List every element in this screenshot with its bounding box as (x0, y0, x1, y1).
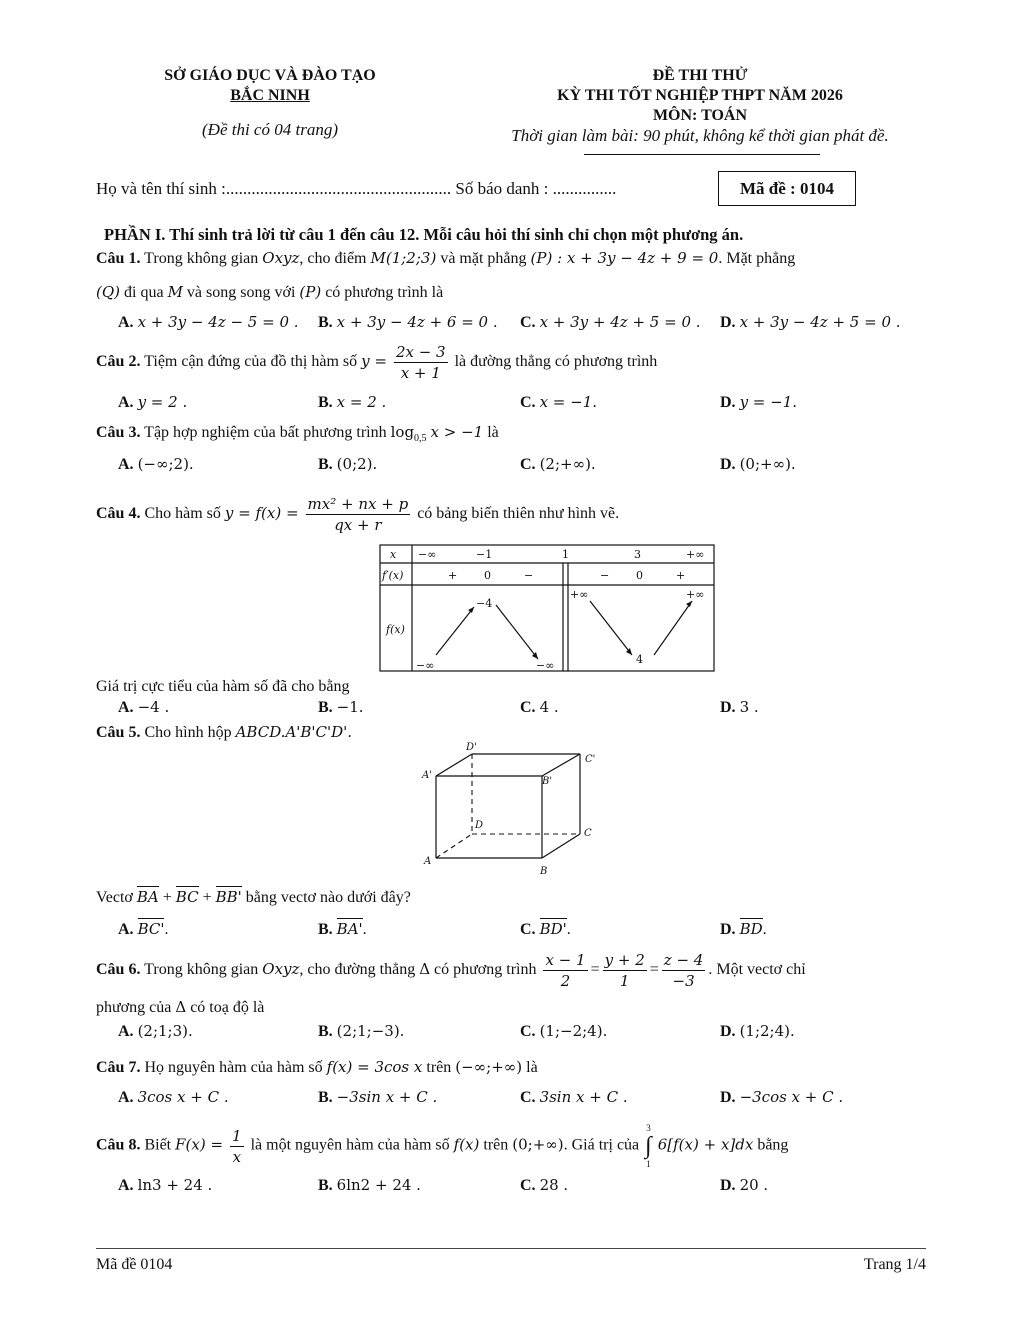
footer-divider (96, 1248, 926, 1249)
question-3 (96, 423, 499, 444)
vt-fp-label: f′(x) (382, 569, 404, 582)
q3-inequality: x > −1 (430, 423, 484, 441)
vt-x-3: 3 (634, 548, 641, 561)
q1-options (0, 313, 1020, 335)
q7-option-d[interactable]: D. −3cos x + C . (720, 1088, 844, 1106)
student-info-line (96, 179, 616, 199)
q1-text-d: . Mặt phẳng (718, 250, 796, 267)
q3-log: log (390, 423, 415, 441)
q5-option-b[interactable]: B. BA'. (318, 920, 367, 938)
question-2 (96, 342, 657, 383)
q1-l2e: (P) (299, 283, 322, 301)
q1-l2b: đi qua (124, 284, 164, 301)
q6-text: Trong không gian (144, 961, 259, 979)
vt-f-0: −∞ (416, 659, 435, 672)
q7-option-c[interactable]: C. 3sin x + C . (520, 1088, 628, 1106)
vertex-c-prime: C' (585, 754, 596, 765)
q5-box: ABCD.A'B'C'D'. (235, 723, 353, 741)
q7-interval: (−∞;+∞) (455, 1058, 523, 1076)
q1-plane-q: (Q) (96, 283, 121, 301)
question-4 (96, 494, 619, 535)
q2-text: Tiệm cận đứng của đồ thị hàm số (144, 353, 358, 371)
department-line2: BẮC NINH (230, 87, 310, 104)
integral-sign: 3 ∫ 1 (645, 1123, 652, 1169)
vt-x-0: −∞ (418, 548, 437, 561)
vt-f-label: f(x) (386, 623, 405, 636)
q8-text-c: trên (483, 1136, 509, 1154)
q1-text-b: , cho điểm (299, 250, 367, 267)
q1-l2d: và song song với (186, 284, 296, 301)
q8-option-a[interactable]: A. ln3 + 24 . (118, 1176, 213, 1194)
q1-label: Câu 1. (96, 250, 141, 267)
q8-integrand: 6[f(x) + x]dx (657, 1135, 754, 1154)
q4-text: Cho hàm số (144, 505, 221, 523)
q6-l2a: phương của (96, 999, 172, 1016)
q2-option-d[interactable]: D. y = −1. (720, 393, 798, 411)
q3-text: Tập hợp nghiệm của bất phương trình (144, 424, 387, 441)
q1-option-c[interactable]: C. x + 3y + 4z + 5 = 0 . (520, 313, 701, 331)
q3-label: Câu 3. (96, 424, 141, 441)
q1-plane: (P) : x + 3y − 4z + 9 = 0 (530, 249, 719, 267)
subject: MÔN: TOÁN (652, 107, 748, 124)
q6-text-d: . Một vectơ chỉ (708, 961, 806, 979)
q6-frac-3: $\frac{z - 4}{-3}$ (663, 951, 704, 990)
question-5 (96, 723, 352, 742)
q5-option-c[interactable]: C. BD'. (520, 920, 571, 938)
question-6: Câu 6. Trong không gian Oxyz, cho đường thẳng Δ có phương trình $\frac{x - 1}{2}$ = $\frac{y + 2}{1}$ = $\frac{z - 4}{-3}$ . Một vectơ chỉ (96, 951, 806, 990)
name-field[interactable]: ..................................................... (225, 179, 452, 198)
q6-option-c[interactable]: C. (1;−2;4). (520, 1022, 608, 1040)
q3-option-d[interactable]: D. (0;+∞). (720, 455, 796, 473)
q5-option-d[interactable]: D. BD. (720, 920, 767, 938)
q8-option-d[interactable]: D. 20 . (720, 1176, 769, 1194)
q6-frac-1: $\frac{x - 1}{2}$ (545, 951, 586, 990)
candidate-id-label: Số báo danh : (455, 179, 549, 198)
q2-label: Câu 2. (96, 353, 141, 371)
q1-l2c: M (167, 283, 183, 301)
q3-option-c[interactable]: C. (2;+∞). (520, 455, 596, 473)
vt-f-2: −∞ (536, 659, 555, 672)
q8-option-c[interactable]: C. 28 . (520, 1176, 569, 1194)
question-8 (96, 1122, 788, 1170)
q6-text-c: có phương trình (434, 961, 537, 979)
q5-q-b: bằng vectơ nào dưới đây? (245, 889, 411, 906)
q5-vec-ba: BA (136, 888, 159, 906)
vt-f-3: +∞ (570, 588, 589, 601)
q4-option-d[interactable]: D. 3 . (720, 698, 759, 716)
vt-f-1: −4 (476, 597, 493, 610)
q8-text-d: . Giá trị của (563, 1136, 640, 1154)
vt-x-1: −1 (476, 548, 493, 561)
q2-fraction: $\frac{2x - 3}{x + 1}$ (395, 343, 446, 382)
vertex-b-prime: B' (542, 776, 553, 787)
q5-question: Vectơ BA + BC + BB' bằng vectơ nào dưới đây? (96, 888, 411, 906)
q3-log-base: 0,5 (414, 433, 427, 445)
question-1 (96, 249, 795, 268)
q1-l2f: có phương trình là (325, 284, 444, 301)
q1-option-b[interactable]: B. x + 3y − 4z + 6 = 0 . (318, 313, 498, 331)
q7-text-c: là (526, 1059, 538, 1076)
vt-x-4: +∞ (686, 548, 705, 561)
vt-x-label: x (390, 548, 397, 561)
q8-text-b: là một nguyên hàm của hàm số (250, 1136, 450, 1154)
q3-option-a[interactable]: A. (−∞;2). (118, 455, 194, 473)
vt-x-2: 1 (562, 548, 569, 561)
vt-fp-0: + (448, 569, 458, 582)
name-label: Họ và tên thí sinh : (96, 179, 226, 198)
q7-option-a[interactable]: A. 3cos x + C . (118, 1088, 229, 1106)
vt-fp-2: − (524, 569, 534, 582)
q6-label: Câu 6. (96, 961, 141, 979)
q5-label: Câu 5. (96, 724, 141, 741)
q6-frac-2: $\frac{y + 2}{1}$ (604, 951, 645, 990)
q4-lhs: y = f(x) = (224, 504, 299, 523)
time-note-underline (584, 154, 820, 155)
q1-option-d[interactable]: D. x + 3y − 4z + 5 = 0 . (720, 313, 901, 331)
q8-label: Câu 8. (96, 1136, 141, 1154)
vertex-a: A (424, 856, 432, 867)
vt-fp-4: 0 (636, 569, 643, 582)
q4-label: Câu 4. (96, 505, 141, 523)
vertex-b: B (540, 866, 548, 877)
footer-exam-code: Mã đề 0104 (96, 1256, 173, 1273)
q8-F: F(x) = (175, 1135, 224, 1154)
q5-option-a[interactable]: A. BC'. (118, 920, 169, 938)
q5-vec-bbp: BB' (215, 888, 242, 906)
q7-func: f(x) = 3cos x (326, 1058, 423, 1076)
q1-text-c: và mặt phẳng (440, 250, 527, 267)
vt-fp-1: 0 (484, 569, 491, 582)
q5-options (0, 920, 1020, 944)
footer-page-number: Trang 1/4 (863, 1256, 926, 1273)
q2-text-b: là đường thẳng có phương trình (454, 353, 658, 371)
q4-options (0, 698, 1020, 720)
q7-label: Câu 7. (96, 1059, 141, 1076)
q6-options (0, 1022, 1020, 1044)
q2-option-a[interactable]: A. y = 2 . (118, 393, 188, 411)
question-1-line2 (96, 283, 443, 302)
q8-interval: (0;+∞) (512, 1135, 564, 1154)
q6-l2b: có toạ độ là (190, 999, 265, 1016)
q1-option-a[interactable]: A. x + 3y − 4z − 5 = 0 . (118, 313, 299, 331)
q4-option-c[interactable]: C. 4 . (520, 698, 559, 716)
vt-fp-5: + (676, 569, 686, 582)
q6-oxyz: Oxyz (262, 960, 300, 979)
q4-fraction: $\frac{\text{mx² + nx + p}}{qx + r}$ (307, 495, 409, 534)
q7-text: Họ nguyên hàm của hàm số (144, 1059, 323, 1076)
department-line1: SỞ GIÁO DỤC VÀ ĐÀO TẠO (164, 67, 376, 84)
q8-option-b[interactable]: B. 6ln2 + 24 . (318, 1176, 421, 1194)
q6-option-b[interactable]: B. (2;1;−3). (318, 1022, 405, 1040)
q7-option-b[interactable]: B. −3sin x + C . (318, 1088, 438, 1106)
vt-fp-3: − (600, 569, 610, 582)
q1-oxyz: Oxyz (262, 249, 300, 267)
variation-table (378, 543, 716, 673)
q8-text: Biết (144, 1136, 172, 1154)
q6-delta-2: Δ (175, 998, 187, 1016)
vertex-d: D (475, 820, 484, 831)
q6-delta: Δ (419, 960, 431, 979)
q2-y: y = (361, 352, 387, 371)
vt-f-4: 4 (636, 653, 643, 666)
vertex-a-prime: A' (422, 770, 432, 781)
pages-note: (Đề thi có 04 trang) (202, 120, 338, 139)
candidate-id-field[interactable]: ............... (552, 179, 617, 198)
q1-text: Trong không gian (144, 250, 259, 267)
q2-options (0, 393, 1020, 415)
q7-options (0, 1088, 1020, 1110)
question-7 (96, 1058, 538, 1077)
q6-text-b: , cho đường thẳng (299, 961, 416, 979)
q8-text-e: bằng (757, 1136, 789, 1154)
q2-option-b[interactable]: B. x = 2 . (318, 393, 387, 411)
q3-text-b: là (487, 424, 499, 441)
q4-option-a[interactable]: A. −4 . (118, 698, 170, 716)
exam-name: KỲ THI TỐT NGHIỆP THPT NĂM 2026 (557, 87, 843, 104)
q7-text-b: trên (426, 1059, 452, 1076)
q4-text-b: có bảng biến thiên như hình vẽ. (417, 505, 620, 523)
q1-point: M(1;2;3) (370, 249, 437, 267)
exam-title: ĐỀ THI THỬ (652, 67, 748, 84)
vertex-c: C (584, 828, 592, 839)
q8-options (0, 1176, 1020, 1198)
question-6-line2 (96, 998, 264, 1017)
q5-q-a: Vectơ (96, 889, 133, 906)
department-header (120, 66, 420, 140)
q6-option-a[interactable]: A. (2;1;3). (118, 1022, 193, 1040)
exam-code-box: Mã đề : 0104 (718, 171, 856, 206)
vt-f-5: +∞ (686, 588, 705, 601)
q5-vec-bc: BC (175, 888, 199, 906)
time-note: Thời gian làm bài: 90 phút, không kể thời gian phát đề. (511, 126, 889, 145)
q4-question: Giá trị cực tiểu của hàm số đã cho bằng (96, 678, 350, 695)
q8-fraction: $\frac{1}{x}$ (232, 1126, 242, 1166)
q3-option-b[interactable]: B. (0;2). (318, 455, 378, 473)
box-figure (420, 740, 610, 880)
q8-fx: f(x) (453, 1135, 480, 1154)
part1-instruction: PHẦN I. Thí sinh trả lời từ câu 1 đến câu 12. Mỗi câu hỏi thí sinh chỉ chọn một phương án. (104, 225, 744, 244)
q4-option-b[interactable]: B. −1. (318, 698, 364, 716)
q2-option-c[interactable]: C. x = −1. (520, 393, 598, 411)
q6-option-d[interactable]: D. (1;2;4). (720, 1022, 795, 1040)
q3-options (0, 455, 1020, 477)
vertex-d-prime: D' (466, 742, 477, 753)
q5-text: Cho hình hộp (144, 724, 232, 741)
exam-header (480, 66, 920, 146)
